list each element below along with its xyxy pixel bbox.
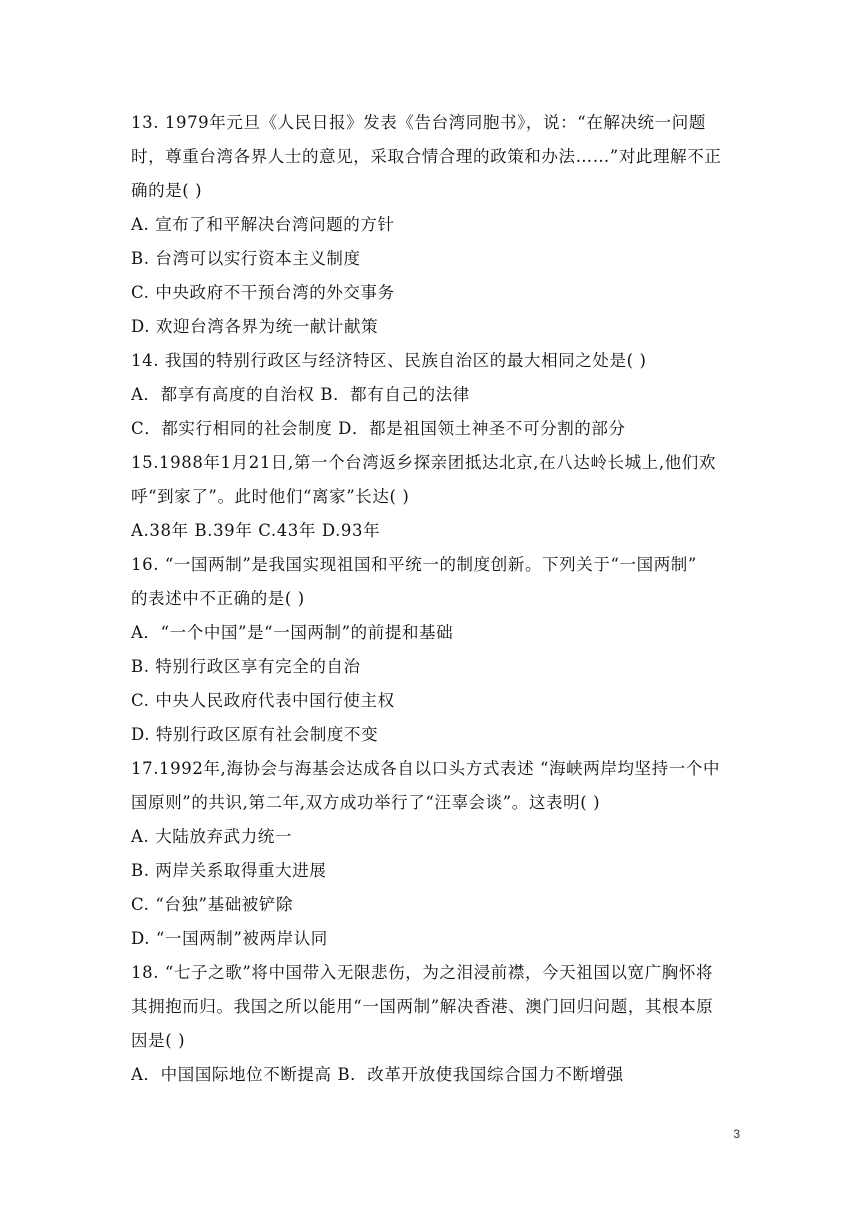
q15-line-1: 15.1988年1月21日,第一个台湾返乡探亲团抵达北京,在八达岭长城上,他们欢 [131, 453, 716, 472]
q18-options-ab: A．中国国际地位不断提高 B．改革开放使我国综合国力不断增强 [131, 1065, 624, 1084]
q13-option-c: C. 中央政府不干预台湾的外交事务 [131, 283, 395, 302]
q18-line-2: 其拥抱而归。我国之所以能用“一国两制”解决香港、澳门回归问题，其根本原 [131, 997, 714, 1016]
q17-line-2: 国原则”的共识,第二年,双方成功举行了“汪辜会谈”。这表明( ) [131, 793, 601, 812]
q16-option-c: C. 中央人民政府代表中国行使主权 [131, 691, 395, 710]
q13-option-a: A. 宣布了和平解决台湾问题的方针 [131, 215, 395, 234]
q14-options-ab: A．都享有高度的自治权 B．都有自己的法律 [131, 385, 470, 404]
q17-option-a: A. 大陆放弃武力统一 [131, 827, 293, 846]
q15-line-2: 呼“到家了”。此时他们“离家”长达( ) [131, 487, 410, 506]
q13-line-3: 确的是( ) [131, 181, 203, 200]
q14-options-cd: C．都实行相同的社会制度 D．都是祖国领土神圣不可分割的部分 [131, 419, 626, 438]
q18-line-3: 因是( ) [131, 1031, 186, 1050]
q15-options: A.38年 B.39年 C.43年 D.93年 [131, 521, 381, 540]
q17-line-1: 17.1992年,海协会与海基会达成各自以口头方式表述 “海峡两岸均坚持一个中 [131, 759, 721, 778]
page-number: 3 [733, 1127, 740, 1141]
q14-line-1: 14. 我国的特别行政区与经济特区、民族自治区的最大相同之处是( ) [131, 351, 647, 370]
q13-line-2: 时，尊重台湾各界人士的意见，采取合情合理的政策和办法……”对此理解不正 [131, 147, 722, 166]
question-text [131, 106, 741, 1092]
q16-option-a: A．“一个中国”是“一国两制”的前提和基础 [131, 623, 454, 642]
q13-line-1: 13. 1979年元旦《人民日报》发表《告台湾同胞书》，说：“在解决统一问题 [131, 113, 706, 132]
q17-option-b: B. 两岸关系取得重大进展 [131, 861, 327, 880]
q17-option-c: C. “台独”基础被铲除 [131, 895, 294, 914]
q17-option-d: D. “一国两制”被两岸认同 [131, 929, 328, 948]
q16-option-d: D. 特别行政区原有社会制度不变 [131, 725, 379, 744]
q16-line-1: 16. “一国两制”是我国实现祖国和平统一的制度创新。下列关于“一国两制” [131, 555, 697, 574]
q13-option-b: B. 台湾可以实行资本主义制度 [131, 249, 361, 268]
q13-option-d: D. 欢迎台湾各界为统一献计献策 [131, 317, 379, 336]
q16-line-2: 的表述中不正确的是( ) [131, 589, 305, 608]
q18-line-1: 18. “七子之歌”将中国带入无限悲伤，为之泪浸前襟，今天祖国以宽广胸怀将 [131, 963, 714, 982]
q16-option-b: B. 特别行政区享有完全的自治 [131, 657, 361, 676]
